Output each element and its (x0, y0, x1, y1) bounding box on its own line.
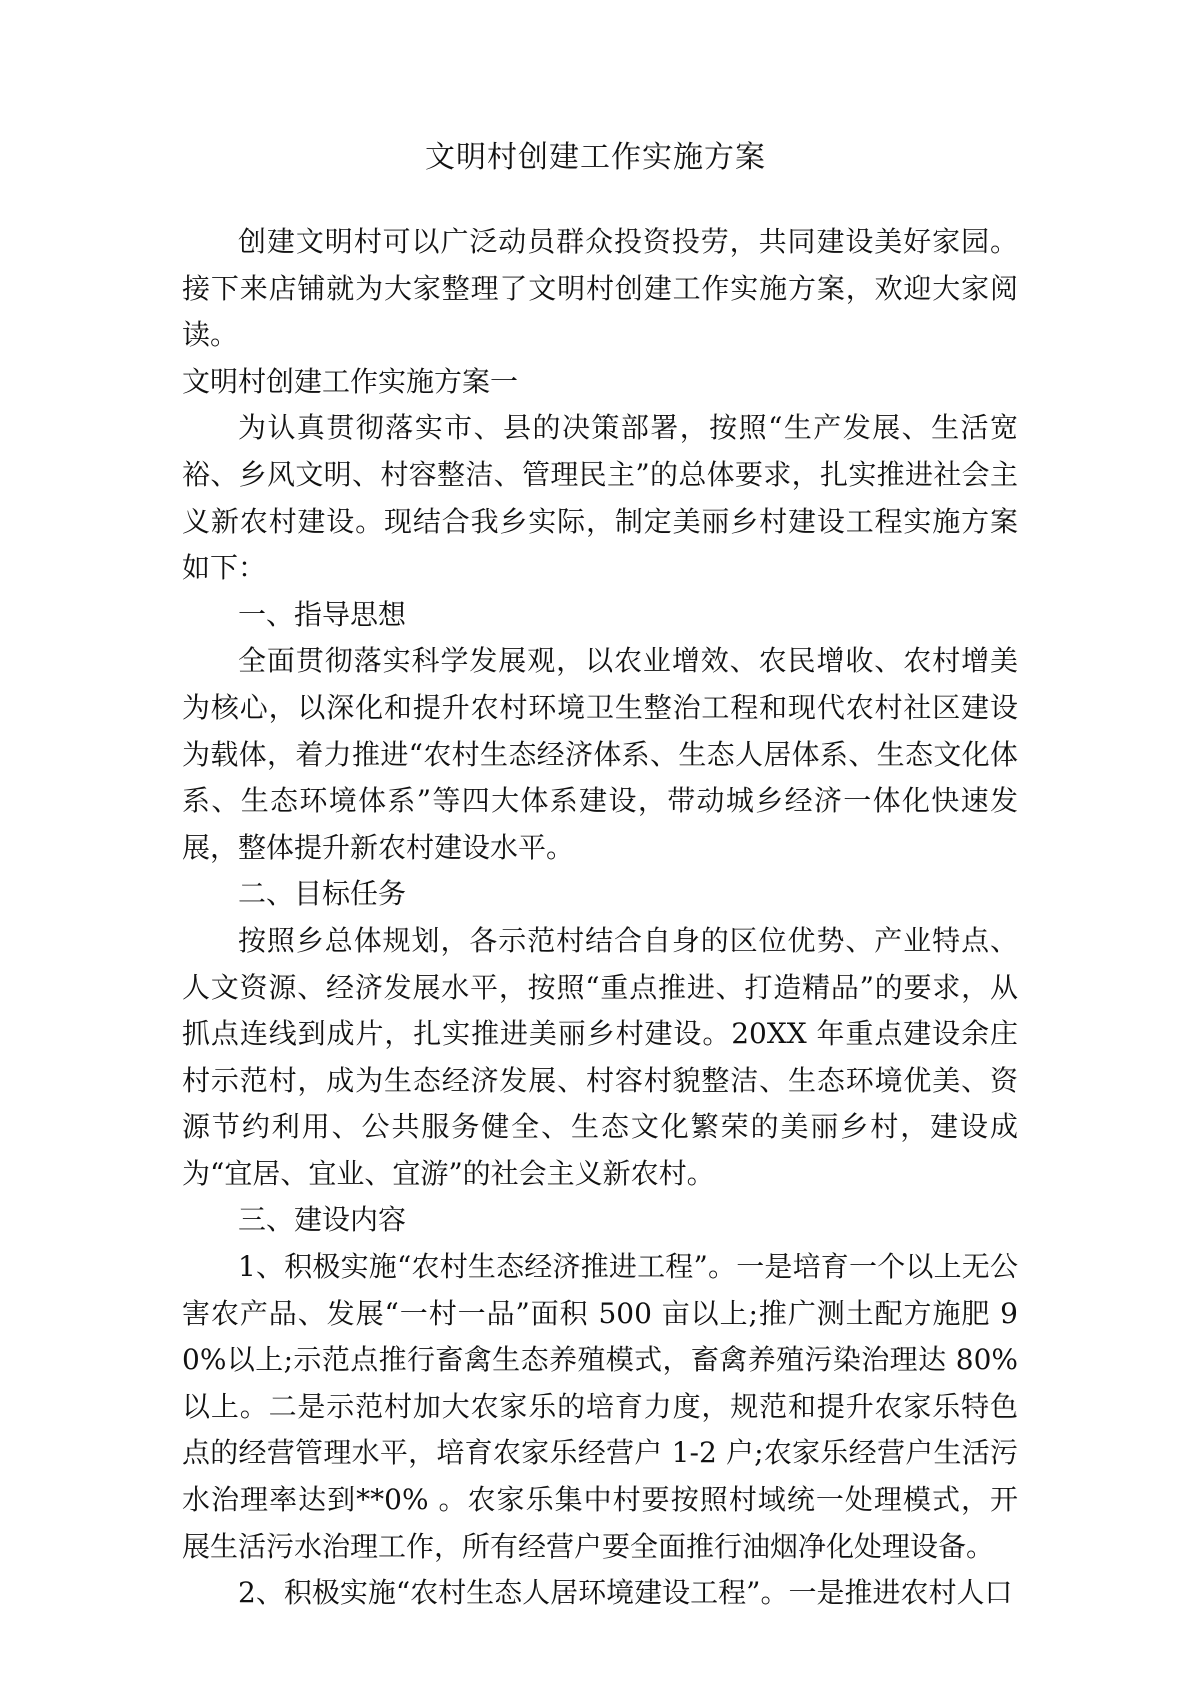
paragraph-purpose: 为认真贯彻落实市、县的决策部署，按照“生产发展、生活宽裕、乡风文明、村容整洁、管理民主”的总体要求，扎实推进社会主义新农村建设。现结合我乡实际，制定美丽乡村建设工程实施方案如下： (182, 411, 1018, 585)
section-heading-plan-one: 文明村创建工作实施方案一 (182, 364, 519, 398)
paragraph-item-1: 1、积极实施“农村生态经济推进工程”。一是培育一个以上无公害农产品、发展“一村一品”面积 500 亩以上;推广测土配方施肥 90%以上;示范点推行畜禽生态养殖模式，畜禽养殖污染治理达 80% 以上。二是示范村加大农家乐的培育力度，规范和提升农家乐特色点的经营管理水平，培育农家乐经营户 1-2 户;农家乐经营户生活污水治理率达到**0% 。农家乐集中村要按照村域统一处理模式，开展生活污水治理工作，所有经营户要全面推行油烟净化处理设备。 (182, 1250, 1018, 1563)
heading-construction-content: 三、建设内容 (238, 1203, 407, 1237)
document-title: 文明村创建工作实施方案 (425, 140, 766, 175)
paragraph-goals-tasks: 按照乡总体规划，各示范村结合自身的区位优势、产业特点、人文资源、经济发展水平，按照“重点推进、打造精品”的要求，从抓点连线到成片，扎实推进美丽乡村建设。20XX 年重点建设余庄村示范村，成为生态经济发展、村容村貌整洁、生态环境优美、资源节约利用、公共服务健全、生态文化繁荣的美丽乡村，建设成为“宜居、宜业、宜游”的社会主义新农村。 (182, 923, 1018, 1190)
document-body (182, 219, 1018, 1617)
paragraph-guiding-ideology: 全面贯彻落实科学发展观，以农业增效、农民增收、农村增美为核心，以深化和提升农村环境卫生整治工程和现代农村社区建设为载体，着力推进“农村生态经济体系、生态人居体系、生态文化体系、生态环境体系”等四大体系建设，带动城乡经济一体化快速发展，整体提升新农村建设水平。 (182, 644, 1018, 864)
heading-goals-tasks: 二、目标任务 (238, 877, 407, 911)
paragraph-item-2: 2、积极实施“农村生态人居环境建设工程”。一是推进农村人口 (238, 1576, 1013, 1610)
heading-guiding-ideology: 一、指导思想 (238, 597, 407, 631)
paragraph-intro: 创建文明村可以广泛动员群众投资投劳，共同建设美好家园。接下来店铺就为大家整理了文明村创建工作实施方案，欢迎大家阅读。 (182, 225, 1018, 352)
